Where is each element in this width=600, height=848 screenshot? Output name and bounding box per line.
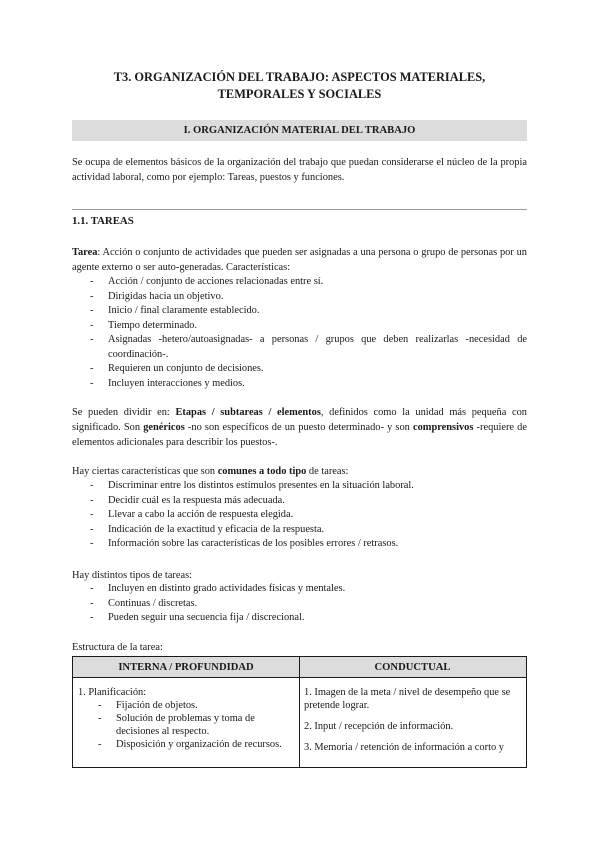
tarea-definition bbox=[72, 245, 527, 275]
planificacion-heading: 1. Planificación: bbox=[78, 687, 147, 698]
conductual-item: 1. Imagen de la meta / nivel de desempeño que se pretende lograr. bbox=[304, 687, 511, 711]
list-item: - Información sobre las características de los posibles errores / retrasos. bbox=[72, 537, 527, 552]
division-bold-comprensivos: comprensivos bbox=[412, 422, 474, 433]
comunes-list bbox=[72, 479, 527, 552]
division-paragraph bbox=[72, 405, 527, 450]
list-item: - Dirigidas hacia un objetivo. bbox=[72, 290, 527, 305]
table-cell-conductual bbox=[304, 686, 522, 754]
table-header-conductual: CONDUCTUAL bbox=[299, 657, 526, 678]
table-header-interna: INTERNA / PROFUNDIDAD bbox=[73, 657, 299, 678]
list-item: - Inicio / final claramente establecido. bbox=[72, 304, 527, 319]
tipos-list bbox=[72, 582, 527, 626]
section-heading: I. ORGANIZACIÓN MATERIAL DEL TRABAJO bbox=[72, 120, 527, 141]
list-item: - Continuas / discretas. bbox=[72, 597, 527, 612]
intro-paragraph: Se ocupa de elementos básicos de la organización del trabajo que puedan considerarse el núcleo de la propia actividad laboral, como por ejemplo: Tareas, puestos y funciones. bbox=[72, 157, 527, 183]
conductual-item: 3. Memoria / retención de información a corto y bbox=[304, 742, 504, 753]
table-divider bbox=[299, 657, 300, 767]
comunes-text: de tareas: bbox=[306, 466, 349, 477]
comunes-text: Hay ciertas características que son bbox=[72, 466, 218, 477]
division-text: -no son específicos de un puesto determinado- y son bbox=[184, 422, 413, 433]
list-item: - Acción / conjunto de acciones relacionadas entre sí. bbox=[72, 275, 527, 290]
list-item: - Incluyen interacciones y medios. bbox=[72, 377, 527, 392]
division-bold-genericos: genéricos bbox=[143, 422, 185, 433]
estructura-label: Estructura de la tarea: bbox=[72, 642, 163, 653]
subsection-heading: 1.1. TAREAS bbox=[72, 215, 134, 227]
list-item: - Fijación de objetos. bbox=[78, 699, 294, 712]
estructura-table bbox=[72, 656, 527, 768]
caracteristicas-list bbox=[72, 275, 527, 391]
division-bold-etapas: Etapas / subtareas / elementos bbox=[175, 407, 321, 418]
tarea-term: Tarea bbox=[72, 247, 98, 258]
division-text: , definidos como la unidad más pequeña con significado. Son bbox=[72, 407, 527, 433]
document-title: T3. ORGANIZACIÓN DEL TRABAJO: ASPECTOS MATERIALES, TEMPORALES Y SOCIALES bbox=[113, 70, 486, 101]
conductual-item: 2. Input / recepción de información. bbox=[304, 721, 454, 732]
list-item: - Decidir cuál es la respuesta más adecuada. bbox=[72, 494, 527, 509]
list-item: - Llevar a cabo la acción de respuesta elegida. bbox=[72, 508, 527, 523]
list-item: - Disposición y organización de recursos. bbox=[78, 738, 294, 751]
division-text: -requiere de elementos adicionales para describir los puestos-. bbox=[72, 422, 527, 448]
list-item: - Tiempo determinado. bbox=[72, 319, 527, 334]
table-cell-interna bbox=[78, 686, 294, 751]
tipos-intro: Hay distintos tipos de tareas: bbox=[72, 570, 193, 581]
planificacion-list bbox=[78, 699, 294, 751]
tarea-text: : Acción o conjunto de actividades que pueden ser asignadas a una persona o grupo de personas por un agente externo o ser auto-generadas. Características: bbox=[72, 247, 527, 273]
list-item: - Incluyen en distinto grado actividades físicas y mentales. bbox=[72, 582, 527, 597]
division-text: Se pueden dividir en: bbox=[72, 407, 176, 418]
list-item: - Solución de problemas y toma de decisiones al respecto. bbox=[78, 712, 294, 738]
list-item: - Asignadas -hetero/autoasignadas- a personas / grupos que deben realizarlas -necesidad de coordinación-. bbox=[72, 333, 527, 362]
list-item: - Pueden seguir una secuencia fija / discrecional. bbox=[72, 611, 527, 626]
list-item: - Discriminar entre los distintos estímulos presentes en la situación laboral. bbox=[72, 479, 527, 494]
comunes-bold: comunes a todo tipo bbox=[217, 466, 307, 477]
divider bbox=[72, 209, 527, 210]
comunes-intro bbox=[72, 464, 527, 479]
list-item: - Indicación de la exactitud y eficacia de la respuesta. bbox=[72, 523, 527, 538]
list-item: - Requieren un conjunto de decisiones. bbox=[72, 362, 527, 377]
